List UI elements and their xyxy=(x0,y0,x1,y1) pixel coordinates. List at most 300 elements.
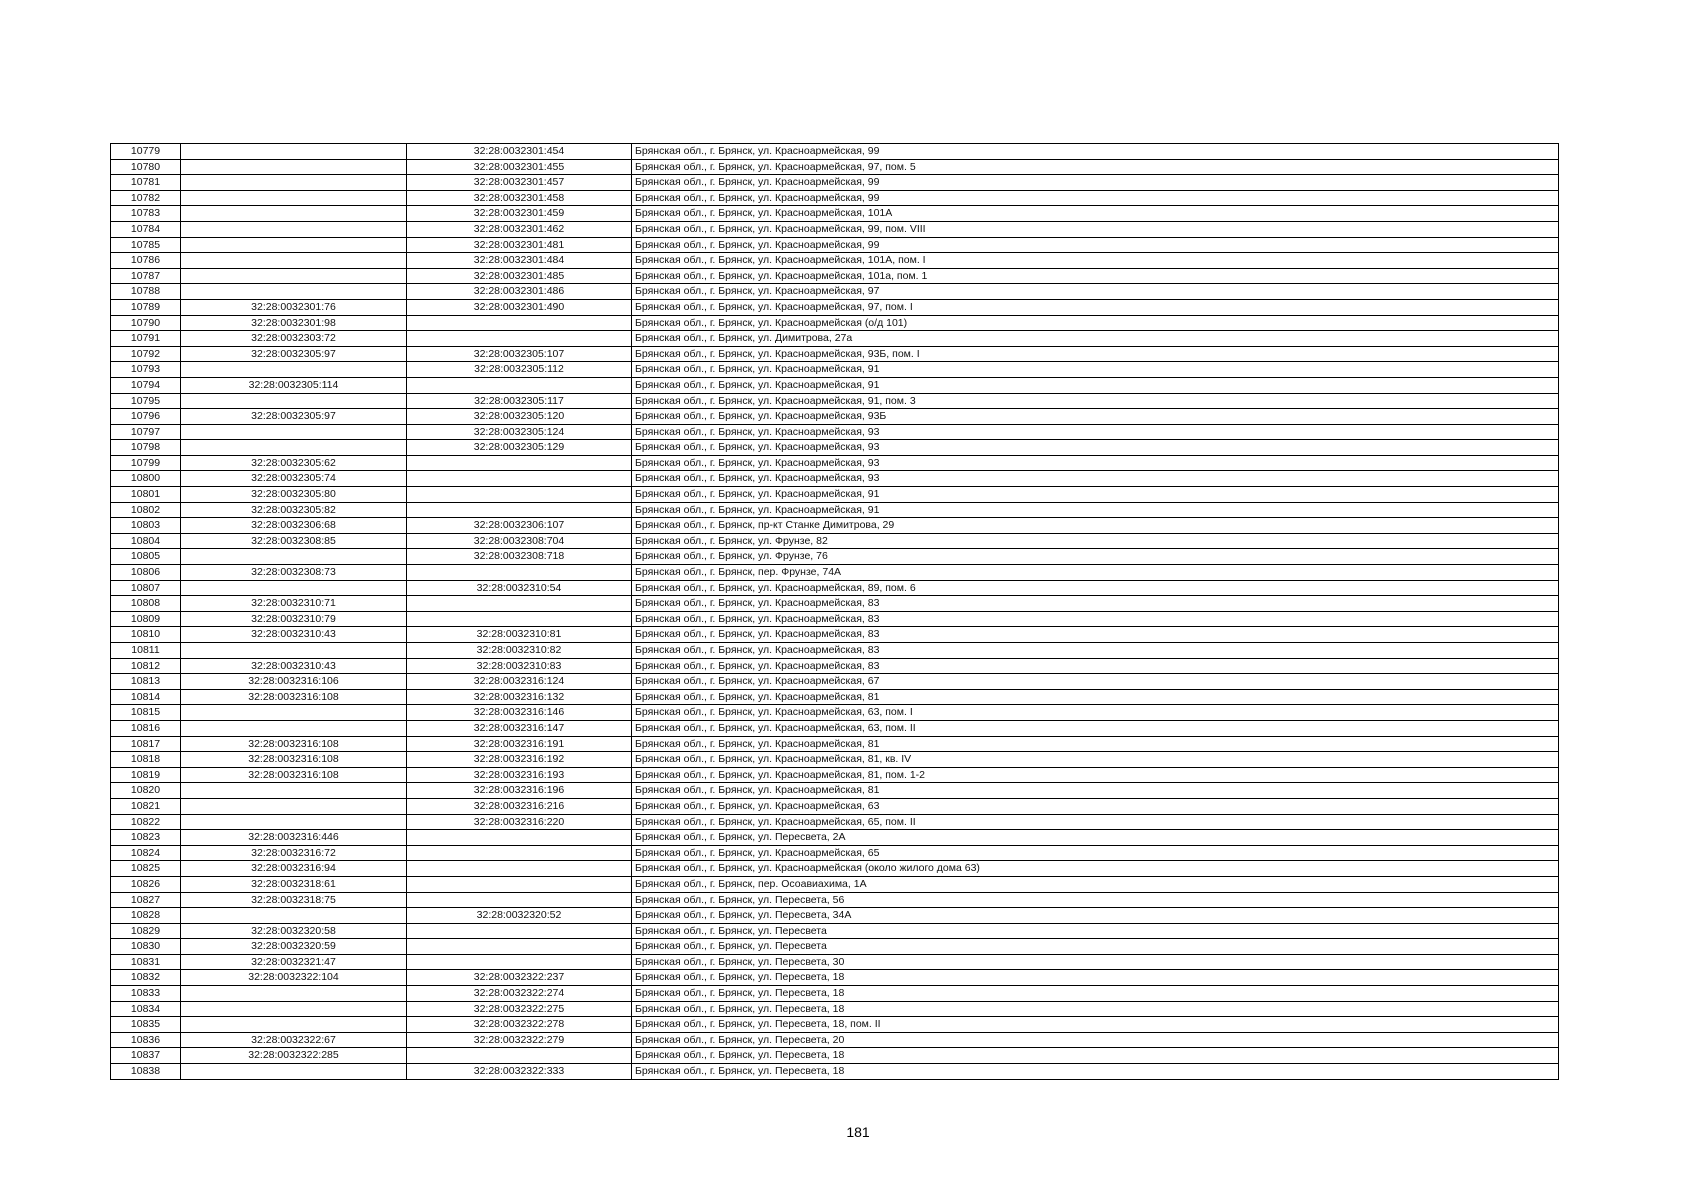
address-cell: Брянская обл., г. Брянск, ул. Красноармейская, 91 xyxy=(632,487,1559,503)
row-number-cell: 10800 xyxy=(111,471,181,487)
object-number-cell: 32:28:0032301:485 xyxy=(407,268,632,284)
table-row xyxy=(111,331,1559,347)
table-row xyxy=(111,1032,1559,1048)
parcel-number-cell xyxy=(181,580,407,596)
parcel-number-cell: 32:28:0032316:108 xyxy=(181,752,407,768)
table-row xyxy=(111,346,1559,362)
table-row xyxy=(111,580,1559,596)
object-number-cell: 32:28:0032301:458 xyxy=(407,190,632,206)
object-number-cell: 32:28:0032310:54 xyxy=(407,580,632,596)
parcel-number-cell xyxy=(181,221,407,237)
parcel-number-cell: 32:28:0032301:76 xyxy=(181,299,407,315)
address-cell: Брянская обл., г. Брянск, ул. Красноармейская, 83 xyxy=(632,658,1559,674)
parcel-number-cell xyxy=(181,190,407,206)
parcel-number-cell xyxy=(181,440,407,456)
table-row xyxy=(111,1048,1559,1064)
object-number-cell: 32:28:0032310:81 xyxy=(407,627,632,643)
table-row xyxy=(111,643,1559,659)
parcel-number-cell xyxy=(181,549,407,565)
address-cell: Брянская обл., г. Брянск, ул. Красноармейская, 99 xyxy=(632,144,1559,160)
object-number-cell xyxy=(407,471,632,487)
object-number-cell xyxy=(407,861,632,877)
table-row xyxy=(111,845,1559,861)
address-cell: Брянская обл., г. Брянск, ул. Красноармейская, 99, пом. VIII xyxy=(632,221,1559,237)
parcel-number-cell: 32:28:0032305:74 xyxy=(181,471,407,487)
object-number-cell: 32:28:0032316:147 xyxy=(407,720,632,736)
address-cell: Брянская обл., г. Брянск, ул. Красноармейская, 97 xyxy=(632,284,1559,300)
address-cell: Брянская обл., г. Брянск, ул. Пересвета, 18 xyxy=(632,1064,1559,1080)
parcel-number-cell xyxy=(181,705,407,721)
object-number-cell xyxy=(407,611,632,627)
address-cell: Брянская обл., г. Брянск, ул. Пересвета, 18, пом. II xyxy=(632,1017,1559,1033)
row-number-cell: 10798 xyxy=(111,440,181,456)
row-number-cell: 10795 xyxy=(111,393,181,409)
row-number-cell: 10824 xyxy=(111,845,181,861)
object-number-cell: 32:28:0032301:486 xyxy=(407,284,632,300)
row-number-cell: 10792 xyxy=(111,346,181,362)
parcel-number-cell: 32:28:0032310:71 xyxy=(181,596,407,612)
table-body xyxy=(111,144,1559,1080)
object-number-cell: 32:28:0032301:490 xyxy=(407,299,632,315)
object-number-cell: 32:28:0032306:107 xyxy=(407,518,632,534)
object-number-cell: 32:28:0032305:112 xyxy=(407,362,632,378)
table-row xyxy=(111,253,1559,269)
table-row xyxy=(111,1017,1559,1033)
page-number: 181 xyxy=(846,1124,870,1140)
row-number-cell: 10780 xyxy=(111,159,181,175)
row-number-cell: 10784 xyxy=(111,221,181,237)
row-number-cell: 10796 xyxy=(111,409,181,425)
row-number-cell: 10790 xyxy=(111,315,181,331)
address-cell: Брянская обл., г. Брянск, ул. Красноармейская, 101А xyxy=(632,206,1559,222)
row-number-cell: 10830 xyxy=(111,939,181,955)
parcel-number-cell xyxy=(181,1017,407,1033)
parcel-number-cell xyxy=(181,144,407,160)
object-number-cell: 32:28:0032301:481 xyxy=(407,237,632,253)
object-number-cell: 32:28:0032322:275 xyxy=(407,1001,632,1017)
parcel-number-cell: 32:28:0032316:108 xyxy=(181,736,407,752)
object-number-cell: 32:28:0032308:718 xyxy=(407,549,632,565)
parcel-number-cell: 32:28:0032316:108 xyxy=(181,767,407,783)
address-cell: Брянская обл., г. Брянск, ул. Красноармейская, 97, пом. I xyxy=(632,299,1559,315)
row-number-cell: 10808 xyxy=(111,596,181,612)
table-row xyxy=(111,767,1559,783)
address-cell: Брянская обл., г. Брянск, ул. Красноармейская, 81 xyxy=(632,736,1559,752)
row-number-cell: 10837 xyxy=(111,1048,181,1064)
row-number-cell: 10785 xyxy=(111,237,181,253)
object-number-cell xyxy=(407,565,632,581)
table-row xyxy=(111,861,1559,877)
row-number-cell: 10809 xyxy=(111,611,181,627)
table-row xyxy=(111,455,1559,471)
parcel-number-cell xyxy=(181,424,407,440)
object-number-cell: 32:28:0032305:120 xyxy=(407,409,632,425)
address-cell: Брянская обл., г. Брянск, ул. Красноармейская, 81, пом. 1-2 xyxy=(632,767,1559,783)
object-number-cell: 32:28:0032301:454 xyxy=(407,144,632,160)
address-cell: Брянская обл., г. Брянск, ул. Фрунзе, 82 xyxy=(632,533,1559,549)
address-cell: Брянская обл., г. Брянск, ул. Пересвета xyxy=(632,939,1559,955)
parcel-number-cell xyxy=(181,814,407,830)
row-number-cell: 10815 xyxy=(111,705,181,721)
table-row xyxy=(111,487,1559,503)
object-number-cell: 32:28:0032305:124 xyxy=(407,424,632,440)
row-number-cell: 10793 xyxy=(111,362,181,378)
parcel-number-cell: 32:28:0032320:59 xyxy=(181,939,407,955)
row-number-cell: 10832 xyxy=(111,970,181,986)
table-row xyxy=(111,502,1559,518)
address-cell: Брянская обл., г. Брянск, ул. Красноармейская, 63, пом. II xyxy=(632,720,1559,736)
object-number-cell xyxy=(407,596,632,612)
object-number-cell: 32:28:0032301:457 xyxy=(407,175,632,191)
object-number-cell: 32:28:0032305:129 xyxy=(407,440,632,456)
table-row xyxy=(111,471,1559,487)
object-number-cell xyxy=(407,377,632,393)
table-row xyxy=(111,409,1559,425)
parcel-number-cell xyxy=(181,206,407,222)
row-number-cell: 10828 xyxy=(111,908,181,924)
parcel-number-cell xyxy=(181,643,407,659)
registry-table xyxy=(110,143,1559,1080)
object-number-cell: 32:28:0032322:278 xyxy=(407,1017,632,1033)
address-cell: Брянская обл., г. Брянск, ул. Красноармейская, 93Б xyxy=(632,409,1559,425)
object-number-cell: 32:28:0032316:216 xyxy=(407,798,632,814)
table-row xyxy=(111,533,1559,549)
row-number-cell: 10810 xyxy=(111,627,181,643)
object-number-cell: 32:28:0032316:192 xyxy=(407,752,632,768)
table-row xyxy=(111,190,1559,206)
object-number-cell: 32:28:0032301:484 xyxy=(407,253,632,269)
table-row xyxy=(111,674,1559,690)
parcel-number-cell: 32:28:0032305:97 xyxy=(181,346,407,362)
parcel-number-cell: 32:28:0032308:73 xyxy=(181,565,407,581)
row-number-cell: 10831 xyxy=(111,954,181,970)
table-row xyxy=(111,1001,1559,1017)
row-number-cell: 10801 xyxy=(111,487,181,503)
table-row xyxy=(111,720,1559,736)
object-number-cell: 32:28:0032301:455 xyxy=(407,159,632,175)
parcel-number-cell: 32:28:0032316:72 xyxy=(181,845,407,861)
row-number-cell: 10804 xyxy=(111,533,181,549)
address-cell: Брянская обл., г. Брянск, ул. Красноармейская, 101а, пом. 1 xyxy=(632,268,1559,284)
parcel-number-cell xyxy=(181,798,407,814)
parcel-number-cell: 32:28:0032303:72 xyxy=(181,331,407,347)
object-number-cell xyxy=(407,455,632,471)
row-number-cell: 10821 xyxy=(111,798,181,814)
address-cell: Брянская обл., г. Брянск, ул. Пересвета, 30 xyxy=(632,954,1559,970)
table-row xyxy=(111,705,1559,721)
row-number-cell: 10783 xyxy=(111,206,181,222)
object-number-cell: 32:28:0032301:462 xyxy=(407,221,632,237)
parcel-number-cell xyxy=(181,720,407,736)
address-cell: Брянская обл., г. Брянск, ул. Красноармейская (о/д 101) xyxy=(632,315,1559,331)
parcel-number-cell: 32:28:0032306:68 xyxy=(181,518,407,534)
address-cell: Брянская обл., г. Брянск, ул. Красноармейская, 93 xyxy=(632,424,1559,440)
parcel-number-cell: 32:28:0032318:75 xyxy=(181,892,407,908)
address-cell: Брянская обл., г. Брянск, ул. Красноармейская, 83 xyxy=(632,596,1559,612)
object-number-cell: 32:28:0032316:220 xyxy=(407,814,632,830)
address-cell: Брянская обл., г. Брянск, ул. Красноармейская, 83 xyxy=(632,643,1559,659)
table-row xyxy=(111,549,1559,565)
table-row xyxy=(111,892,1559,908)
row-number-cell: 10829 xyxy=(111,923,181,939)
object-number-cell: 32:28:0032316:193 xyxy=(407,767,632,783)
address-cell: Брянская обл., г. Брянск, ул. Пересвета, 2А xyxy=(632,830,1559,846)
address-cell: Брянская обл., г. Брянск, ул. Пересвета, 18 xyxy=(632,986,1559,1002)
parcel-number-cell: 32:28:0032316:94 xyxy=(181,861,407,877)
table-row xyxy=(111,830,1559,846)
row-number-cell: 10797 xyxy=(111,424,181,440)
object-number-cell: 32:28:0032301:459 xyxy=(407,206,632,222)
parcel-number-cell: 32:28:0032310:79 xyxy=(181,611,407,627)
table-row xyxy=(111,736,1559,752)
table-row xyxy=(111,268,1559,284)
parcel-number-cell: 32:28:0032305:114 xyxy=(181,377,407,393)
object-number-cell xyxy=(407,331,632,347)
row-number-cell: 10835 xyxy=(111,1017,181,1033)
address-cell: Брянская обл., г. Брянск, ул. Пересвета, 20 xyxy=(632,1032,1559,1048)
object-number-cell xyxy=(407,502,632,518)
parcel-number-cell xyxy=(181,237,407,253)
object-number-cell: 32:28:0032310:83 xyxy=(407,658,632,674)
parcel-number-cell xyxy=(181,783,407,799)
address-cell: Брянская обл., г. Брянск, ул. Красноармейская, 91 xyxy=(632,502,1559,518)
address-cell: Брянская обл., г. Брянск, ул. Красноармейская, 65 xyxy=(632,845,1559,861)
address-cell: Брянская обл., г. Брянск, ул. Красноармейская (около жилого дома 63) xyxy=(632,861,1559,877)
object-number-cell xyxy=(407,939,632,955)
parcel-number-cell: 32:28:0032301:98 xyxy=(181,315,407,331)
object-number-cell: 32:28:0032316:146 xyxy=(407,705,632,721)
address-cell: Брянская обл., г. Брянск, ул. Красноармейская, 93Б, пом. I xyxy=(632,346,1559,362)
table-row xyxy=(111,221,1559,237)
object-number-cell: 32:28:0032308:704 xyxy=(407,533,632,549)
row-number-cell: 10806 xyxy=(111,565,181,581)
address-cell: Брянская обл., г. Брянск, ул. Красноармейская, 99 xyxy=(632,175,1559,191)
address-cell: Брянская обл., г. Брянск, пер. Осоавиахима, 1А xyxy=(632,876,1559,892)
address-cell: Брянская обл., г. Брянск, ул. Красноармейская, 81 xyxy=(632,783,1559,799)
parcel-number-cell: 32:28:0032310:43 xyxy=(181,627,407,643)
object-number-cell xyxy=(407,845,632,861)
table-row xyxy=(111,658,1559,674)
address-cell: Брянская обл., г. Брянск, ул. Пересвета, 18 xyxy=(632,970,1559,986)
object-number-cell xyxy=(407,892,632,908)
row-number-cell: 10788 xyxy=(111,284,181,300)
table-row xyxy=(111,970,1559,986)
table-row xyxy=(111,284,1559,300)
row-number-cell: 10794 xyxy=(111,377,181,393)
address-cell: Брянская обл., г. Брянск, ул. Красноармейская, 93 xyxy=(632,471,1559,487)
row-number-cell: 10786 xyxy=(111,253,181,269)
parcel-number-cell: 32:28:0032310:43 xyxy=(181,658,407,674)
table-row xyxy=(111,159,1559,175)
row-number-cell: 10834 xyxy=(111,1001,181,1017)
address-cell: Брянская обл., г. Брянск, ул. Красноармейская, 81 xyxy=(632,689,1559,705)
object-number-cell: 32:28:0032322:237 xyxy=(407,970,632,986)
row-number-cell: 10816 xyxy=(111,720,181,736)
row-number-cell: 10791 xyxy=(111,331,181,347)
row-number-cell: 10802 xyxy=(111,502,181,518)
parcel-number-cell xyxy=(181,393,407,409)
row-number-cell: 10814 xyxy=(111,689,181,705)
object-number-cell: 32:28:0032305:117 xyxy=(407,393,632,409)
table-row xyxy=(111,986,1559,1002)
parcel-number-cell xyxy=(181,284,407,300)
address-cell: Брянская обл., г. Брянск, пр-кт Станке Димитрова, 29 xyxy=(632,518,1559,534)
object-number-cell: 32:28:0032322:333 xyxy=(407,1064,632,1080)
parcel-number-cell xyxy=(181,253,407,269)
parcel-number-cell: 32:28:0032305:62 xyxy=(181,455,407,471)
object-number-cell: 32:28:0032316:124 xyxy=(407,674,632,690)
table-row xyxy=(111,954,1559,970)
address-cell: Брянская обл., г. Брянск, ул. Красноармейская, 83 xyxy=(632,611,1559,627)
parcel-number-cell: 32:28:0032322:104 xyxy=(181,970,407,986)
parcel-number-cell: 32:28:0032316:106 xyxy=(181,674,407,690)
object-number-cell: 32:28:0032316:196 xyxy=(407,783,632,799)
row-number-cell: 10836 xyxy=(111,1032,181,1048)
address-cell: Брянская обл., г. Брянск, ул. Фрунзе, 76 xyxy=(632,549,1559,565)
row-number-cell: 10811 xyxy=(111,643,181,659)
table-row xyxy=(111,752,1559,768)
table-row xyxy=(111,175,1559,191)
parcel-number-cell: 32:28:0032316:108 xyxy=(181,689,407,705)
parcel-number-cell: 32:28:0032322:67 xyxy=(181,1032,407,1048)
row-number-cell: 10781 xyxy=(111,175,181,191)
table-row xyxy=(111,783,1559,799)
row-number-cell: 10818 xyxy=(111,752,181,768)
row-number-cell: 10817 xyxy=(111,736,181,752)
parcel-number-cell xyxy=(181,159,407,175)
table-row xyxy=(111,876,1559,892)
address-cell: Брянская обл., г. Брянск, ул. Красноармейская, 93 xyxy=(632,440,1559,456)
object-number-cell: 32:28:0032316:132 xyxy=(407,689,632,705)
address-cell: Брянская обл., г. Брянск, ул. Красноармейская, 97, пом. 5 xyxy=(632,159,1559,175)
parcel-number-cell xyxy=(181,175,407,191)
object-number-cell: 32:28:0032322:279 xyxy=(407,1032,632,1048)
address-cell: Брянская обл., г. Брянск, ул. Красноармейская, 83 xyxy=(632,627,1559,643)
row-number-cell: 10813 xyxy=(111,674,181,690)
table-row xyxy=(111,206,1559,222)
row-number-cell: 10782 xyxy=(111,190,181,206)
address-cell: Брянская обл., г. Брянск, ул. Пересвета, 18 xyxy=(632,1001,1559,1017)
table-row xyxy=(111,596,1559,612)
object-number-cell xyxy=(407,923,632,939)
row-number-cell: 10803 xyxy=(111,518,181,534)
address-cell: Брянская обл., г. Брянск, ул. Пересвета, 18 xyxy=(632,1048,1559,1064)
address-cell: Брянская обл., г. Брянск, ул. Пересвета, 56 xyxy=(632,892,1559,908)
table-row xyxy=(111,565,1559,581)
table-row xyxy=(111,424,1559,440)
row-number-cell: 10819 xyxy=(111,767,181,783)
table-row xyxy=(111,440,1559,456)
parcel-number-cell: 32:28:0032322:285 xyxy=(181,1048,407,1064)
address-cell: Брянская обл., г. Брянск, ул. Красноармейская, 91 xyxy=(632,362,1559,378)
table-row xyxy=(111,611,1559,627)
table-row xyxy=(111,798,1559,814)
parcel-number-cell xyxy=(181,1001,407,1017)
object-number-cell: 32:28:0032305:107 xyxy=(407,346,632,362)
object-number-cell xyxy=(407,830,632,846)
parcel-number-cell xyxy=(181,1064,407,1080)
row-number-cell: 10825 xyxy=(111,861,181,877)
row-number-cell: 10787 xyxy=(111,268,181,284)
row-number-cell: 10827 xyxy=(111,892,181,908)
table-row xyxy=(111,923,1559,939)
row-number-cell: 10779 xyxy=(130,145,161,157)
table-row xyxy=(111,814,1559,830)
table-row xyxy=(111,299,1559,315)
table-row xyxy=(111,1064,1559,1080)
object-number-cell xyxy=(407,1048,632,1064)
address-cell: Брянская обл., г. Брянск, ул. Красноармейская, 65, пом. II xyxy=(632,814,1559,830)
address-cell: Брянская обл., г. Брянск, ул. Пересвета xyxy=(632,923,1559,939)
parcel-number-cell: 32:28:0032305:82 xyxy=(181,502,407,518)
parcel-number-cell: 32:28:0032305:80 xyxy=(181,487,407,503)
object-number-cell: 32:28:0032322:274 xyxy=(407,986,632,1002)
table-row xyxy=(111,377,1559,393)
row-number-cell: 10826 xyxy=(111,876,181,892)
address-cell: Брянская обл., г. Брянск, ул. Пересвета, 34А xyxy=(632,908,1559,924)
table-row xyxy=(111,518,1559,534)
parcel-number-cell: 32:28:0032308:85 xyxy=(181,533,407,549)
parcel-number-cell: 32:28:0032320:58 xyxy=(181,923,407,939)
address-cell: Брянская обл., г. Брянск, ул. Красноармейская, 89, пом. 6 xyxy=(632,580,1559,596)
address-cell: Брянская обл., г. Брянск, ул. Красноармейская, 81, кв. IV xyxy=(632,752,1559,768)
address-cell: Брянская обл., г. Брянск, ул. Красноармейская, 91 xyxy=(632,377,1559,393)
row-number-cell: 10833 xyxy=(111,986,181,1002)
object-number-cell xyxy=(407,954,632,970)
table-row xyxy=(111,393,1559,409)
row-number-cell: 10823 xyxy=(111,830,181,846)
table-row xyxy=(111,315,1559,331)
object-number-cell: 32:28:0032320:52 xyxy=(407,908,632,924)
object-number-cell xyxy=(407,876,632,892)
table-row xyxy=(111,908,1559,924)
address-cell: Брянская обл., г. Брянск, ул. Красноармейская, 99 xyxy=(632,237,1559,253)
object-number-cell xyxy=(407,315,632,331)
row-number-cell: 10799 xyxy=(111,455,181,471)
parcel-number-cell xyxy=(181,362,407,378)
address-cell: Брянская обл., г. Брянск, ул. Красноармейская, 63, пом. I xyxy=(632,705,1559,721)
parcel-number-cell: 32:28:0032305:97 xyxy=(181,409,407,425)
address-cell: Брянская обл., г. Брянск, ул. Красноармейская, 99 xyxy=(632,190,1559,206)
object-number-cell: 32:28:0032316:191 xyxy=(407,736,632,752)
address-cell: Брянская обл., г. Брянск, ул. Красноармейская, 67 xyxy=(632,674,1559,690)
address-cell: Брянская обл., г. Брянск, ул. Красноармейская, 91, пом. 3 xyxy=(632,393,1559,409)
row-number-cell: 10820 xyxy=(111,783,181,799)
table-row xyxy=(111,144,1559,160)
row-number-cell: 10812 xyxy=(111,658,181,674)
table-row xyxy=(111,362,1559,378)
row-number-cell: 10805 xyxy=(111,549,181,565)
parcel-number-cell: 32:28:0032321:47 xyxy=(181,954,407,970)
address-cell: Брянская обл., г. Брянск, ул. Красноармейская, 63 xyxy=(632,798,1559,814)
row-number-cell: 10807 xyxy=(111,580,181,596)
address-cell: Брянская обл., г. Брянск, ул. Красноармейская, 101А, пом. I xyxy=(632,253,1559,269)
address-cell: Брянская обл., г. Брянск, ул. Красноармейская, 93 xyxy=(632,455,1559,471)
row-number-cell: 10822 xyxy=(111,814,181,830)
address-cell: Брянская обл., г. Брянск, пер. Фрунзе, 74А xyxy=(632,565,1559,581)
row-number-cell: 10838 xyxy=(111,1064,181,1080)
object-number-cell: 32:28:0032310:82 xyxy=(407,643,632,659)
table-row xyxy=(111,627,1559,643)
address-cell: Брянская обл., г. Брянск, ул. Димитрова, 27а xyxy=(632,331,1559,347)
parcel-number-cell xyxy=(181,986,407,1002)
table-row xyxy=(111,237,1559,253)
table-row xyxy=(111,689,1559,705)
table-row xyxy=(111,939,1559,955)
parcel-number-cell: 32:28:0032316:446 xyxy=(181,830,407,846)
parcel-number-cell xyxy=(181,268,407,284)
row-number-cell: 10789 xyxy=(111,299,181,315)
